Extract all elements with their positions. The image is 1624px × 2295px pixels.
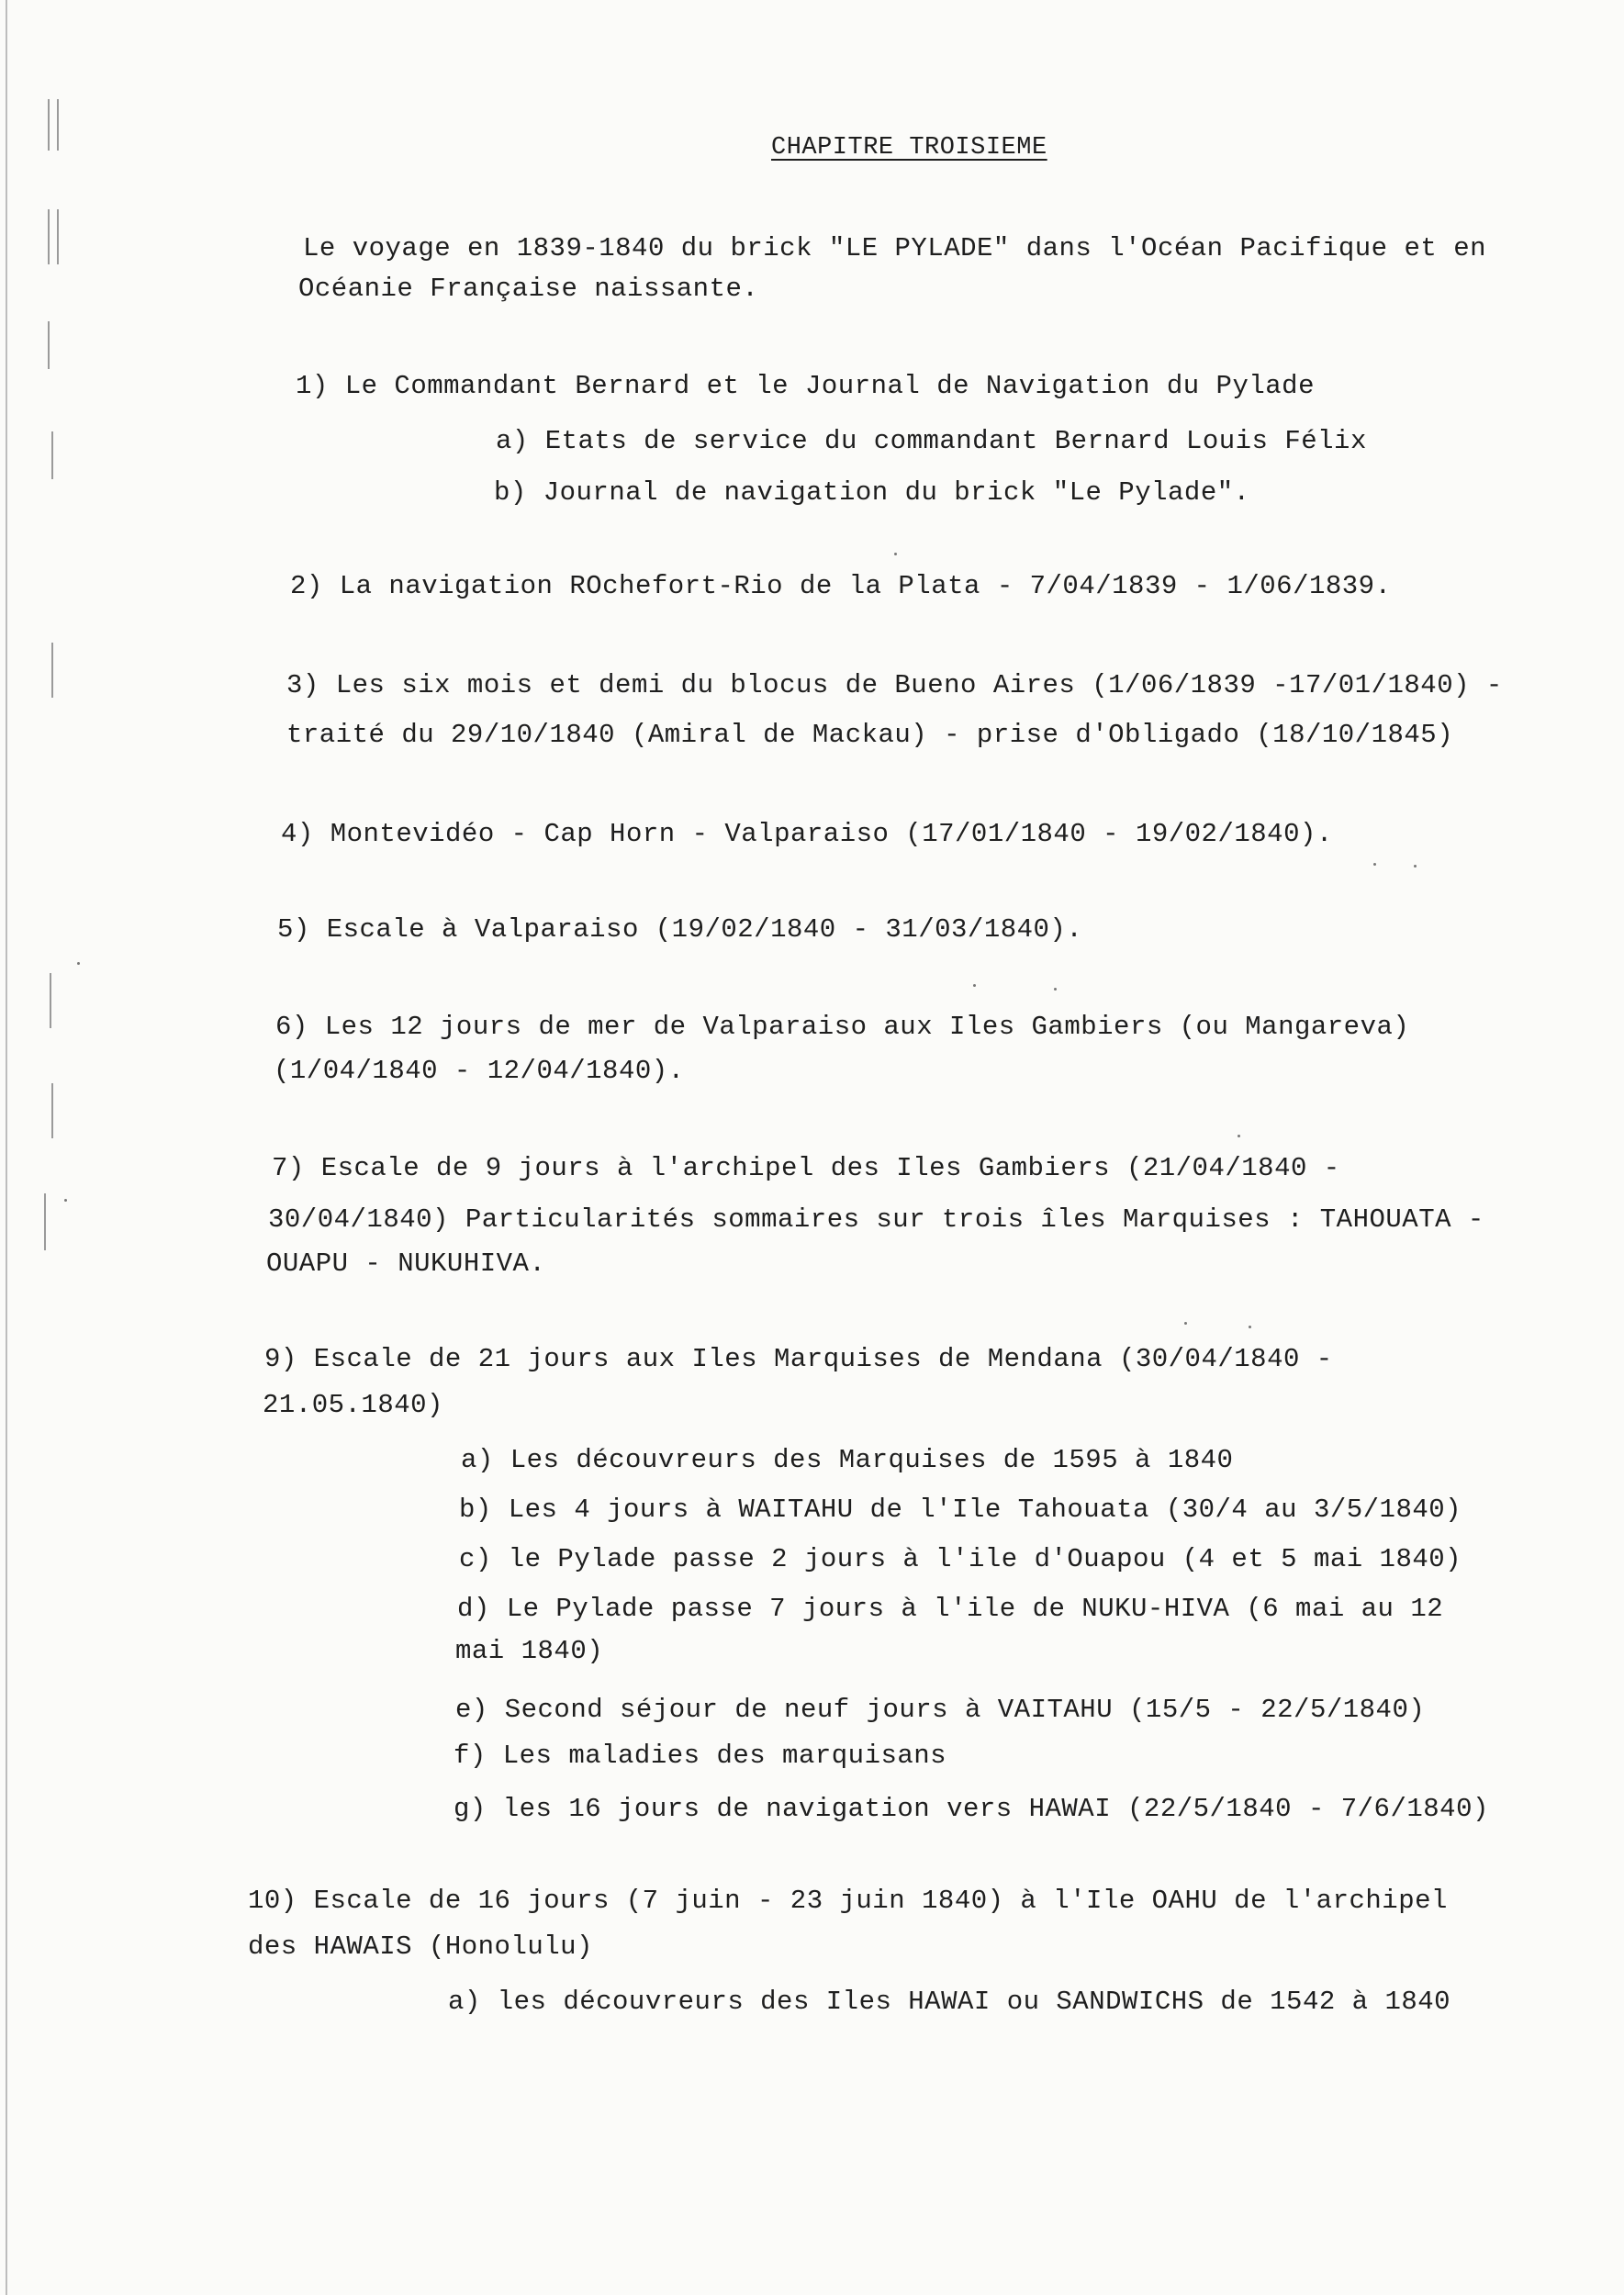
paper-speck (973, 984, 976, 987)
paper-speck (77, 962, 80, 965)
paper-speck (1373, 863, 1376, 866)
subsection-line: e) Second séjour de neuf jours à VAITAHU (15/5 - 22/5/1840) (455, 1695, 1426, 1725)
subsection-line: a) Etats de service du commandant Bernard Louis Félix (496, 426, 1367, 456)
paper-speck (1238, 1135, 1240, 1137)
section-line: 7) Escale de 9 jours à l'archipel des Iles Gambiers (21/04/1840 - (272, 1153, 1340, 1183)
binding-mark (51, 1083, 53, 1138)
paper-speck (1184, 1322, 1187, 1325)
binding-mark (57, 209, 59, 264)
binding-mark (50, 973, 51, 1028)
intro-line: Le voyage en 1839-1840 du brick "LE PYLADE" dans l'Océan Pacifique et en (303, 233, 1487, 263)
binding-mark (44, 1193, 46, 1250)
binding-mark (57, 99, 59, 151)
binding-mark (51, 643, 53, 698)
binding-mark (51, 431, 53, 479)
section-line: 3) Les six mois et demi du blocus de Bueno Aires (1/06/1839 -17/01/1840) - (286, 670, 1503, 700)
paper-speck (1414, 865, 1417, 868)
binding-mark (48, 209, 50, 264)
section-line: 9) Escale de 21 jours aux Iles Marquises de Mendana (30/04/1840 - (264, 1344, 1333, 1374)
section-line: 1) Le Commandant Bernard et le Journal de Navigation du Pylade (296, 371, 1315, 401)
paper-speck (894, 553, 897, 555)
page-edge-line (6, 0, 7, 2295)
section-line: 30/04/1840) Particularités sommaires sur trois îles Marquises : TAHOUATA - (268, 1204, 1484, 1235)
section-line: 4) Montevidéo - Cap Horn - Valparaiso (17/01/1840 - 19/02/1840). (281, 819, 1333, 849)
subsection-line: b) Les 4 jours à WAITAHU de l'Ile Tahouata (30/4 au 3/5/1840) (459, 1495, 1462, 1525)
section-line: OUAPU - NUKUHIVA. (266, 1248, 546, 1279)
section-line: des HAWAIS (Honolulu) (248, 1931, 593, 1962)
subsection-line: f) Les maladies des marquisans (454, 1741, 947, 1771)
section-line: 5) Escale à Valparaiso (19/02/1840 - 31/03/1840). (277, 914, 1083, 945)
section-line: 21.05.1840) (263, 1390, 443, 1420)
paper-speck (1054, 988, 1057, 991)
binding-mark (48, 99, 50, 151)
paper-speck (1249, 1326, 1251, 1328)
chapter-title: CHAPITRE TROISIEME (771, 134, 1047, 162)
intro-line: Océanie Française naissante. (298, 274, 759, 304)
subsection-line: mai 1840) (455, 1636, 604, 1666)
section-line: 10) Escale de 16 jours (7 juin - 23 juin 1840) à l'Ile OAHU de l'archipel (248, 1886, 1448, 1916)
subsection-line: a) les découvreurs des Iles HAWAI ou SANDWICHS de 1542 à 1840 (448, 1987, 1451, 2017)
subsection-line: c) le Pylade passe 2 jours à l'ile d'Ouapou (4 et 5 mai 1840) (459, 1544, 1462, 1574)
section-line: 2) La navigation ROchefort-Rio de la Plata - 7/04/1839 - 1/06/1839. (290, 571, 1392, 601)
subsection-line: a) Les découvreurs des Marquises de 1595 à 1840 (461, 1445, 1234, 1475)
section-line: 6) Les 12 jours de mer de Valparaiso aux Iles Gambiers (ou Mangareva) (275, 1012, 1410, 1042)
section-line: traité du 29/10/1840 (Amiral de Mackau) - prise d'Obligado (18/10/1845) (286, 720, 1454, 750)
subsection-line: d) Le Pylade passe 7 jours à l'ile de NUKU-HIVA (6 mai au 12 (457, 1594, 1444, 1624)
subsection-line: g) les 16 jours de navigation vers HAWAI (22/5/1840 - 7/6/1840) (454, 1794, 1489, 1824)
paper-speck (64, 1199, 67, 1202)
section-line: (1/04/1840 - 12/04/1840). (274, 1056, 685, 1086)
subsection-line: b) Journal de navigation du brick "Le Pylade". (494, 477, 1250, 508)
binding-mark (48, 321, 50, 369)
